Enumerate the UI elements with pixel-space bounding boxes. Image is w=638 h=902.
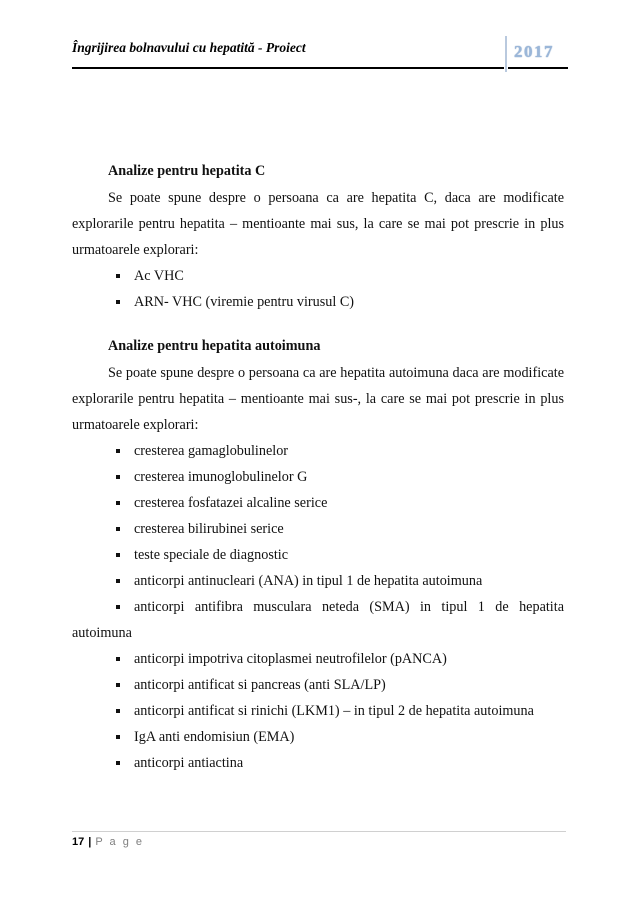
bullet-icon — [116, 274, 120, 278]
list-item-text: anticorpi antificat si pancreas (anti SLA/LP) — [134, 677, 386, 693]
list-item-text: anticorpi antinucleari (ANA) in tipul 1 de hepatita autoimuna — [134, 573, 483, 589]
list-item-text: anticorpi antificat si rinichi (LKM1) – in tipul 2 de hepatita autoimuna — [134, 703, 534, 719]
header-title: Îngrijirea bolnavului cu hepatită - Proiect — [72, 40, 306, 55]
bullet-icon — [116, 605, 120, 609]
header-divider — [505, 36, 507, 72]
list-item — [116, 263, 564, 289]
list-item-text: cresterea bilirubinei serice — [134, 521, 284, 537]
footer-rule — [72, 831, 566, 832]
list-item — [116, 542, 564, 568]
list-item — [116, 672, 564, 698]
bullet-icon — [116, 553, 120, 557]
bullet-icon — [116, 449, 120, 453]
list-item-text: anticorpi antiactina — [134, 755, 244, 771]
section-spacer — [72, 315, 564, 333]
list-item-text: IgA anti endomisiun (EMA) — [134, 729, 295, 745]
list-item — [116, 568, 564, 594]
list-item-text: Ac VHC — [134, 268, 184, 284]
section-heading-hepatita-c: Analize pentru hepatita C — [108, 163, 266, 179]
bullet-icon — [116, 527, 120, 531]
list-item-text: cresterea gamaglobulinelor — [134, 443, 289, 459]
list-item — [116, 724, 564, 750]
list-item — [116, 464, 564, 490]
list-item-text: anticorpi impotriva citoplasmei neutrofilelor (pANCA) — [134, 651, 447, 667]
bullet-icon — [116, 579, 120, 583]
bullet-icon — [116, 761, 120, 765]
list-item — [116, 438, 564, 464]
list-item — [116, 516, 564, 542]
page-label: P a g e — [95, 836, 144, 848]
list-item-text: cresterea fosfatazei alcaline serice — [134, 495, 328, 511]
header-rule-left — [72, 67, 504, 69]
list-item-text: anticorpi antifibra musculara neteda (SMA) in tipul 1 de hepatita autoimuna — [72, 599, 564, 641]
list-item — [72, 594, 564, 646]
bullet-icon — [116, 683, 120, 687]
bullet-icon — [116, 709, 120, 713]
section-heading-hepatita-autoimuna: Analize pentru hepatita autoimuna — [108, 338, 321, 354]
list-item-text: ARN- VHC (viremie pentru virusul C) — [134, 294, 355, 310]
list-item — [116, 646, 564, 672]
footer-separator: | — [88, 836, 92, 848]
bullet-icon — [116, 475, 120, 479]
bullet-icon — [116, 657, 120, 661]
list-item-text: teste speciale de diagnostic — [134, 547, 289, 563]
page-body — [72, 158, 564, 776]
list-item — [116, 750, 564, 776]
list-item — [116, 289, 564, 315]
page-number: 17 — [72, 836, 85, 848]
bullet-icon — [116, 501, 120, 505]
section-paragraph-hepatita-c: Se poate spune despre o persoana ca are hepatita C, daca are modificate explorarile pentru hepatita – mentioante mai sus, la care se mai pot prescrie in plus urmatoarele explorari: — [72, 190, 564, 258]
bullet-icon — [116, 300, 120, 304]
page-footer — [72, 836, 144, 848]
list-item — [116, 698, 564, 724]
section-paragraph-hepatita-autoimuna: Se poate spune despre o persoana ca are hepatita autoimuna daca are modificate explorarile pentru hepatita – mentioante mai sus-, la care se mai pot prescrie in plus urmatoarele explorari: — [72, 365, 564, 433]
bullet-icon — [116, 735, 120, 739]
list-item-text: cresterea imunoglobulinelor G — [134, 469, 308, 485]
header-rule-right — [508, 67, 568, 69]
header-year-text: 2017 — [514, 42, 554, 61]
header-year — [508, 38, 570, 64]
list-item — [116, 490, 564, 516]
